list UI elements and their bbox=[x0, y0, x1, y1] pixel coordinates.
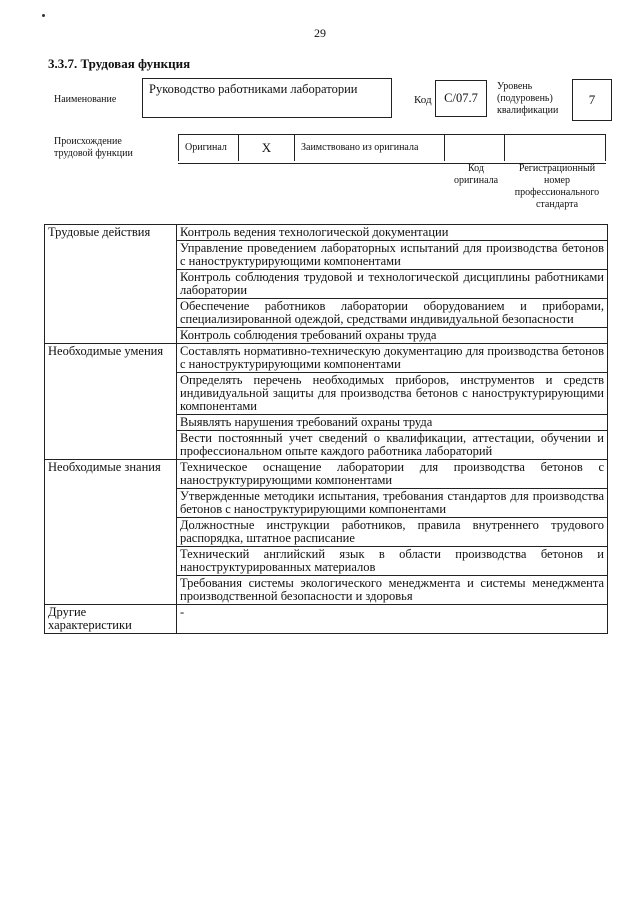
item-cell: Управление проведением лабораторных испытаний для производства бетонов с наноструктурирующими компонентами bbox=[177, 241, 608, 270]
name-label: Наименование bbox=[54, 94, 117, 105]
item-cell: Техническое оснащение лаборатории для производства бетонов с наноструктурирующими компонентами bbox=[177, 460, 608, 489]
item-cell: Контроль ведения технологической документации bbox=[177, 225, 608, 241]
level-label-line1: Уровень bbox=[497, 81, 533, 92]
table-row bbox=[45, 328, 608, 344]
table-row bbox=[45, 431, 608, 460]
code-orig-line2: оригинала bbox=[453, 175, 499, 186]
table-row bbox=[45, 605, 608, 634]
level-label bbox=[497, 81, 558, 117]
code-orig-line1: Код bbox=[468, 163, 484, 174]
group-heading-cell bbox=[45, 431, 177, 460]
function-table bbox=[44, 224, 608, 634]
level-label-line2: (подуровень) bbox=[497, 93, 553, 104]
table-row bbox=[45, 241, 608, 270]
group-heading-cell: Необходимые знания bbox=[45, 460, 177, 489]
reg-line1: Регистрационный bbox=[518, 163, 596, 174]
reg-line2: номер bbox=[544, 175, 570, 186]
table-row bbox=[45, 225, 608, 241]
item-cell: Требования системы экологического менеджмента и системы менеджмента производственной безопасности и здоровья bbox=[177, 576, 608, 605]
origin-label-line1: Происхождение bbox=[54, 136, 122, 147]
group-heading-cell bbox=[45, 547, 177, 576]
group-heading-cell: Необходимые умения bbox=[45, 344, 177, 373]
table-row bbox=[45, 460, 608, 489]
item-cell: Определять перечень необходимых приборов, инструментов и средств индивидуальной защиты для производства бетонов с наноструктурирующими компонентами bbox=[177, 373, 608, 415]
group-heading-cell bbox=[45, 489, 177, 518]
level-label-line3: квалификации bbox=[497, 105, 559, 116]
reg-line3: профессионального bbox=[514, 187, 600, 198]
table-row bbox=[45, 489, 608, 518]
item-cell: Обеспечение работников лаборатории оборудованием и приборами, специализированной одеждой, средствами индивидуальной безопасности bbox=[177, 299, 608, 328]
section-title: 3.3.7. Трудовая функция bbox=[48, 56, 191, 71]
group-heading-cell: Другие характеристики bbox=[45, 605, 177, 634]
origin-label bbox=[54, 136, 133, 160]
level-value-box: 7 bbox=[572, 79, 612, 121]
table-row bbox=[45, 373, 608, 415]
table-row bbox=[45, 518, 608, 547]
origin-table bbox=[178, 134, 606, 164]
origin-label-line2: трудовой функции bbox=[54, 148, 133, 159]
group-heading-cell bbox=[45, 299, 177, 328]
scan-dot bbox=[42, 14, 45, 17]
item-cell: Составлять нормативно-техническую документацию для производства бетонов с наноструктурирующими компонентами bbox=[177, 344, 608, 373]
item-cell: - bbox=[177, 605, 608, 634]
original-mark: X bbox=[238, 135, 294, 161]
group-heading-cell bbox=[45, 576, 177, 605]
group-heading-cell bbox=[45, 241, 177, 270]
group-heading-cell bbox=[45, 270, 177, 299]
item-cell: Должностные инструкции работников, правила внутреннего трудового распорядка, штатное расписание bbox=[177, 518, 608, 547]
group-heading-cell: Трудовые действия bbox=[45, 225, 177, 241]
code-value-box: C/07.7 bbox=[435, 80, 487, 117]
reg-line4: стандарта bbox=[535, 199, 579, 210]
original-cell: Оригинал bbox=[178, 135, 238, 161]
group-heading-cell bbox=[45, 415, 177, 431]
table-row bbox=[45, 576, 608, 605]
table-row bbox=[45, 299, 608, 328]
item-cell: Контроль соблюдения трудовой и технологической дисциплины работниками лаборатории bbox=[177, 270, 608, 299]
name-value-box: Руководство работниками лаборатории bbox=[142, 78, 392, 118]
group-heading-cell bbox=[45, 373, 177, 415]
item-cell: Вести постоянный учет сведений о квалификации, аттестации, обучении и профессиональном опыте каждого работника лабораторий bbox=[177, 431, 608, 460]
table-row bbox=[45, 270, 608, 299]
page-number: 29 bbox=[314, 26, 326, 40]
item-cell: Технический английский язык в области производства бетонов и наноструктурированных материалов bbox=[177, 547, 608, 576]
group-heading-cell bbox=[45, 328, 177, 344]
reg-number-cell bbox=[504, 135, 606, 161]
group-heading-cell bbox=[45, 518, 177, 547]
table-row bbox=[45, 344, 608, 373]
borrowed-cell: Заимствовано из оригинала bbox=[294, 135, 444, 161]
code-original-caption bbox=[446, 163, 506, 187]
item-cell: Выявлять нарушения требований охраны труда bbox=[177, 415, 608, 431]
reg-number-caption bbox=[506, 163, 608, 211]
table-row bbox=[45, 547, 608, 576]
code-label: Код bbox=[414, 94, 432, 106]
code-original-cell bbox=[444, 135, 504, 161]
item-cell: Утвержденные методики испытания, требования стандартов для производства бетонов с наноструктурирующими компонентами bbox=[177, 489, 608, 518]
item-cell: Контроль соблюдения требований охраны труда bbox=[177, 328, 608, 344]
table-row bbox=[45, 415, 608, 431]
